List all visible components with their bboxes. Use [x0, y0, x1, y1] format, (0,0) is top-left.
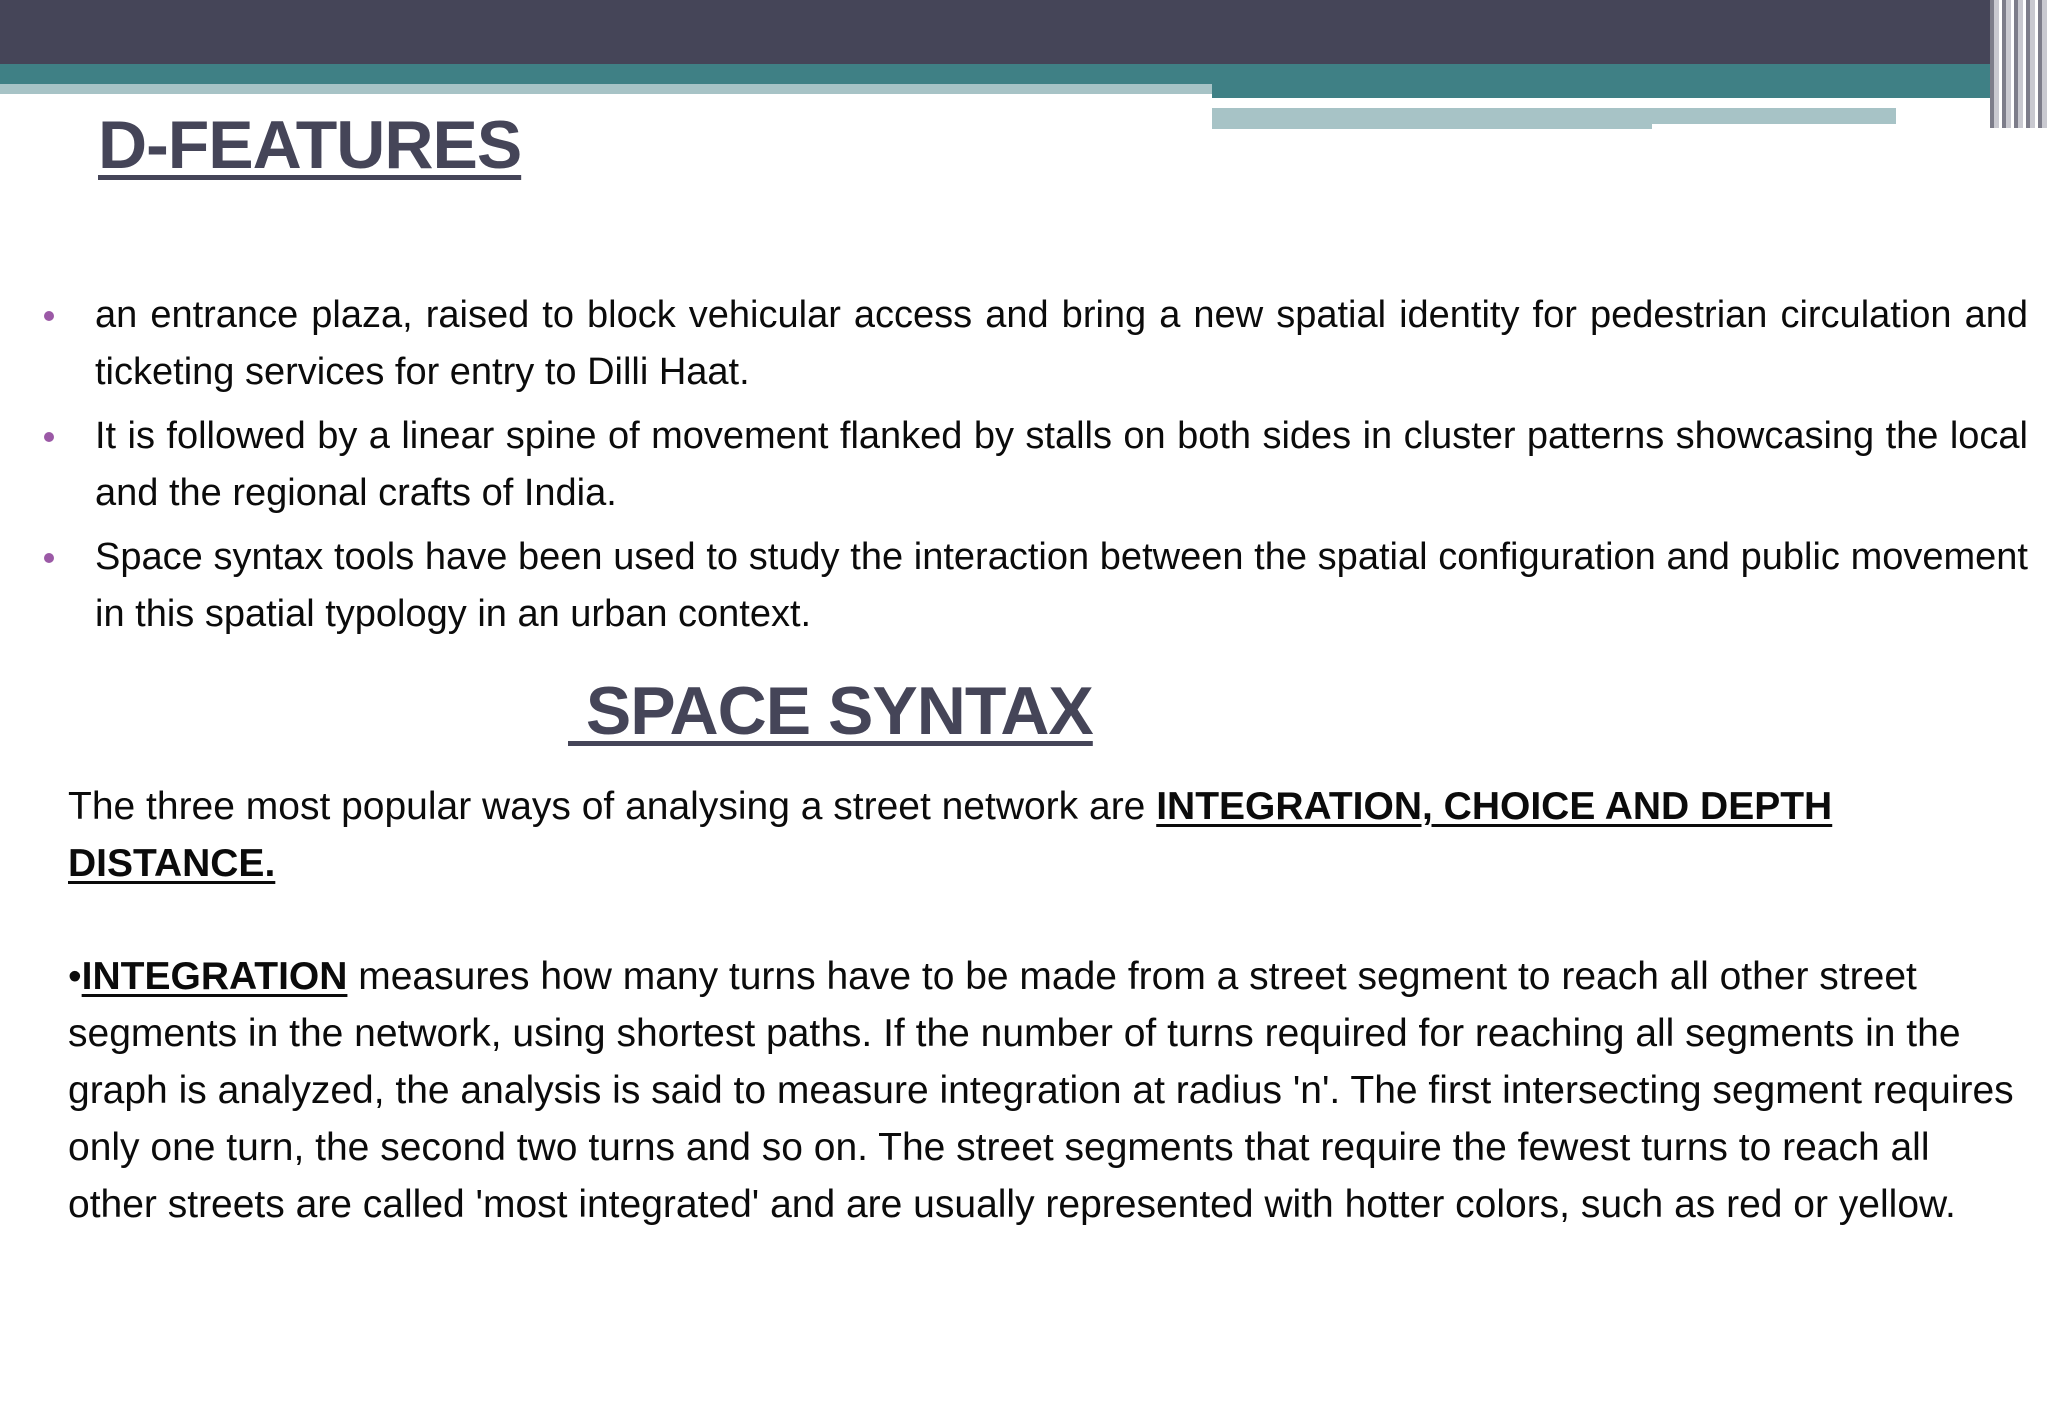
- header-teal-right-band: [1212, 84, 1990, 98]
- header-right-stripes: [1990, 0, 2048, 128]
- bullet-dot-icon: [44, 432, 54, 442]
- bullet-dot-icon: [44, 553, 54, 563]
- bullet-text: Space syntax tools have been used to study the interaction between the spatial configuration and public movement in this spatial typology in an urban context.: [95, 536, 2028, 635]
- feature-list: [40, 287, 2028, 650]
- list-item: [40, 287, 2028, 401]
- integration-paragraph: [68, 948, 2028, 1233]
- bullet-text: It is followed by a linear spine of movement flanked by stalls on both sides in cluster patterns showcasing the local and the regional crafts of India.: [95, 415, 2028, 514]
- bullet-dot-icon: [44, 311, 54, 321]
- list-item: [40, 529, 2028, 643]
- intro-emphasis: INTEGRATION, CHOICE AND DEPTH DISTANCE.: [68, 785, 1833, 885]
- section-heading: SPACE SYNTAX: [568, 673, 1093, 749]
- header-grey-band-thin: [1652, 120, 1896, 124]
- intro-text: The three most popular ways of analysing a street network are: [68, 785, 1157, 828]
- header-white-line: [1212, 101, 1896, 107]
- integration-bullet-mark: •: [68, 955, 82, 998]
- bullet-text: an entrance plaza, raised to block vehicular access and bring a new spatial identity for pedestrian circulation and ticketing services for entry to Dilli Haat.: [95, 294, 2028, 393]
- header-grey-band: [1212, 108, 1896, 120]
- list-item: [40, 408, 2028, 522]
- integration-term: INTEGRATION: [81, 955, 348, 998]
- integration-text: measures how many turns have to be made from a street segment to reach all other street segments in the network, using shortest paths. If the number of turns required for reaching all segments in the graph is analyzed, the analysis is said to measure integration at radius 'n'. The first intersecting segment requires only one turn, the second two turns and so on. The street segments that require the fewest turns to reach all other streets are called 'most integrated' and are usually represented with hotter colors, such as red or yellow.: [68, 955, 2014, 1226]
- header-teal-band: [0, 64, 1990, 84]
- page-title: D-FEATURES: [98, 107, 522, 183]
- header-dark-band: [0, 0, 2048, 64]
- header-light-band: [0, 84, 1212, 94]
- intro-paragraph: [68, 778, 2028, 892]
- header-grey-band-lower: [1212, 120, 1652, 129]
